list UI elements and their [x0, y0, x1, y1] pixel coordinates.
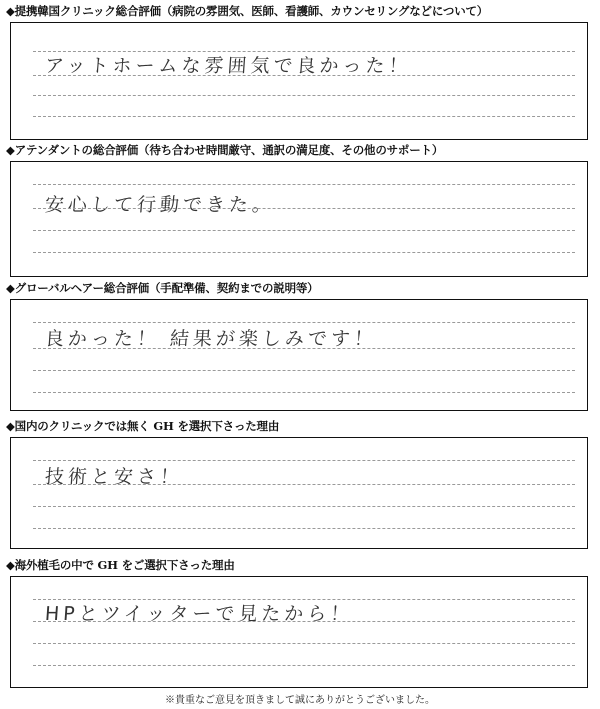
ruled-line	[33, 116, 575, 117]
handwritten-answer: アットホームな雰囲気で良かった！	[44, 55, 413, 77]
ruled-line	[33, 665, 575, 666]
section-heading: ◆提携韓国クリニック総合評価（病院の雰囲気、医師、看護師、カウンセリングなどについて）	[6, 4, 489, 18]
ruled-line	[33, 252, 575, 253]
handwritten-answer: HPとツイッターで見たから！	[44, 603, 355, 625]
ruled-line	[33, 348, 575, 349]
ruled-line	[33, 528, 575, 529]
handwritten-answer: 安心して行動できた。	[44, 194, 276, 216]
ruled-line	[33, 75, 575, 76]
ruled-line	[33, 184, 575, 185]
section-heading: ◆海外植毛の中で GH をご選択下さった理由	[6, 558, 235, 572]
ruled-line	[33, 484, 575, 485]
handwritten-answer: 良かった！ 結果が楽しみです！	[44, 328, 378, 350]
ruled-line	[33, 95, 575, 96]
ruled-line	[33, 643, 575, 644]
answer-box	[10, 22, 588, 140]
ruled-line	[33, 51, 575, 52]
ruled-line	[33, 322, 575, 323]
ruled-line	[33, 370, 575, 371]
ruled-line	[33, 392, 575, 393]
ruled-line	[33, 230, 575, 231]
answer-box	[10, 299, 588, 411]
section-heading: ◆国内のクリニックでは無く GH を選択下さった理由	[6, 419, 280, 433]
answer-box	[10, 576, 588, 688]
ruled-line	[33, 506, 575, 507]
footer-note: ※貴重なご意見を頂きまして誠にありがとうございました。	[165, 695, 435, 706]
answer-box	[10, 161, 588, 277]
section-heading: ◆アテンダントの総合評価（待ち合わせ時間厳守、通訳の満足度、その他のサポート）	[6, 143, 444, 157]
ruled-line	[33, 460, 575, 461]
handwritten-answer: 技術と安さ！	[44, 466, 184, 488]
answer-box	[10, 437, 588, 549]
ruled-line	[33, 599, 575, 600]
ruled-line	[33, 208, 575, 209]
ruled-line	[33, 621, 575, 622]
section-heading: ◆グローバルヘアー総合評価（手配準備、契約までの説明等）	[6, 281, 319, 295]
